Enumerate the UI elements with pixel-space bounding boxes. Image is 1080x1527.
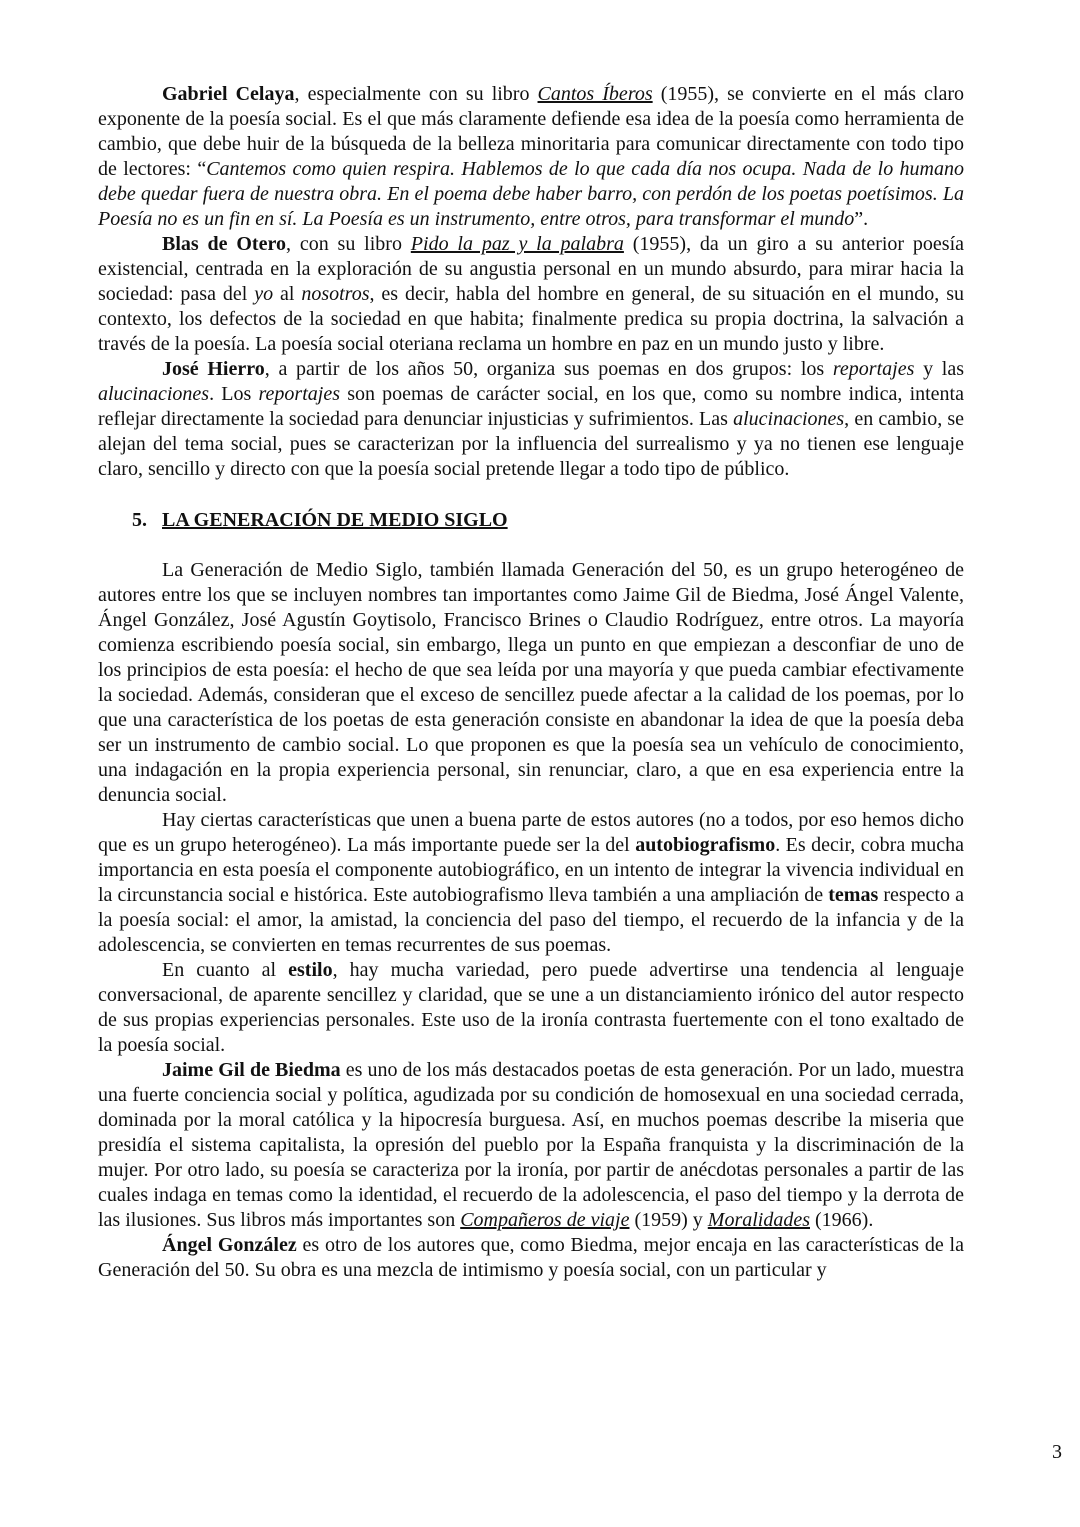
italic-text: reportajes xyxy=(832,358,915,380)
text-run: es otro de los autores que, como Biedma, mejor encaja en las características de la Generación del 50. Su obra es una mezcla de intimismo y poesía social, con un particular y xyxy=(98,1234,964,1281)
book-title: Compañeros de viaje xyxy=(460,1209,630,1231)
italic-text: yo xyxy=(254,283,274,305)
bold-text: Jaime Gil de Biedma xyxy=(162,1059,341,1081)
text-run: al xyxy=(273,283,302,305)
text-run: La Generación de Medio Siglo, también llamada Generación del 50, es un grupo heterogéneo de autores entre los que se incluyen nombres tan importantes como Jaime Gil de Biedma, José Ángel Valente, Ángel González, José Agustín Goytisolo, Francisco Brines o Claudio Rodríguez, entre otros. La mayoría comienza escribiendo poesía social, sin embargo, llega un punto en que empiezan a desconfiar de uno de los principios de esta poesía: el hecho de que sea leída por una mayoría y que pueda cambiar efectivamente la sociedad. Además, consideran que el exceso de sencillez puede afectar a la calidad de los poemas, por lo que una característica de los poetas de esta generación consiste en abandonar la idea de que la poesía deba ser un instrumento de cambio social. Lo que proponen es que la poesía sea un vehículo de conocimiento, una indagación en la propia experiencia personal, sin renunciar, claro, a que en esa experiencia entre la denuncia social. xyxy=(98,559,964,806)
paragraph-gonzalez xyxy=(98,1233,964,1283)
paragraph-hierro xyxy=(98,357,964,482)
text-run: , a partir de los años 50, organiza sus poemas en dos grupos: los xyxy=(264,358,833,380)
italic-text: Cantemos como quien respira. Hablemos de lo que cada día nos ocupa. Nada de lo humano debe quedar fuera de nuestra obra. En el poema debe haber barro, con perdón de los poetas poetísimos. La Poesía no es un fin en sí. La Poesía es un instrumento, entre otros, para transformar el mundo xyxy=(98,158,964,230)
section-heading xyxy=(98,508,964,533)
text-run: . Es decir, cobra mucha importancia en esta poesía el componente autobiográfico, en un intento de integrar la vivencia individual en la circunstancia social e histórica. Este autobiografismo lleva también a una ampliación de xyxy=(98,834,964,906)
text-run: , con su libro xyxy=(285,233,411,255)
book-title: Moralidades xyxy=(707,1209,810,1231)
paragraph-group-poesia-social xyxy=(98,82,964,482)
text-run: Hay ciertas características que unen a buena parte de estos autores (no a todos, por eso hemos dicho que es un grupo heterogéneo). La más importante puede ser la del xyxy=(98,809,964,856)
text-run: es uno de los más destacados poetas de esta generación. Por un lado, muestra una fuerte conciencia social y política, agudizada por su condición de homosexual en una sociedad cerrada, dominada por la moral católica y la hipocresía burguesa. Así, en muchos poemas describe la miseria que presidía el sistema capitalista, la opresión del pueblo por la España franquista y la discriminación de la mujer. Por otro lado, su poesía se caracteriza por la ironía, por partir de anécdotas personales a partir de las cuales indaga en temas como la identidad, el recuerdo de la adolescencia, el paso del tiempo y la derrota de las ilusiones. Sus libros más importantes son xyxy=(98,1059,964,1231)
text-run: respecto a la poesía social: el amor, la amistad, la conciencia del paso del tiempo, el recuerdo de la infancia y de la adolescencia, se convierten en temas recurrentes de sus poemas. xyxy=(98,884,964,956)
italic-text: alucinaciones xyxy=(733,408,845,430)
text-run: , es decir, habla del hombre en general, de su situación en el mundo, su contexto, los defectos de la sociedad en que habita; finalmente predica su propia doctrina, la salvación a través de la poesía. La poesía social oteriana reclama un hombre en paz en un mundo justo y libre. xyxy=(98,283,964,355)
bold-text: Gabriel Celaya xyxy=(162,83,295,105)
paragraph-group-medio-siglo xyxy=(98,558,964,1283)
text-run: , hay mucha variedad, pero puede advertirse una tendencia al lenguaje conversacional, de aparente sencillez y claridad, que se une a un distanciamiento irónico del autor respecto de sus propias experiencias personales. Este uso de la ironía contrasta fuertemente con el tono exaltado de la poesía social. xyxy=(98,959,964,1056)
document-page xyxy=(98,82,964,1283)
text-run: y las xyxy=(914,358,965,380)
bold-text: Blas de Otero xyxy=(162,233,286,255)
italic-text: alucinaciones xyxy=(98,383,210,405)
paragraph-intro xyxy=(98,558,964,808)
text-run: (1959) y xyxy=(629,1209,708,1231)
book-title: Cantos Íberos xyxy=(537,83,653,105)
text-run: , en cambio, se alejan del tema social, pues se caracterizan por la influencia del surrealismo y ya no tienen ese lenguaje claro, sencillo y directo con que la poesía social pretende llegar a todo tipo de público. xyxy=(98,408,965,480)
section-title: LA GENERACIÓN DE MEDIO SIGLO xyxy=(162,509,508,531)
bold-text: autobiografismo xyxy=(635,834,776,856)
bold-text: Ángel González xyxy=(162,1234,297,1256)
bold-text: temas xyxy=(828,884,879,906)
page-number: 3 xyxy=(1052,1441,1062,1463)
text-run: . Los xyxy=(209,383,259,405)
paragraph-caracteristicas xyxy=(98,808,964,958)
italic-text: reportajes xyxy=(258,383,340,405)
section-number: 5. xyxy=(132,509,147,531)
text-run: , especialmente con su libro xyxy=(294,83,538,105)
text-run: En cuanto al xyxy=(162,959,289,981)
book-title: Pido la paz y la palabra xyxy=(410,233,624,255)
text-run: (1955), da un giro a su anterior poesía existencial, centrada en la exploración de su angustia personal en un mundo absurdo, para mirar hacia la sociedad: pasa del xyxy=(98,233,965,305)
paragraph-estilo xyxy=(98,958,964,1058)
paragraph-biedma xyxy=(98,1058,964,1233)
bold-text: estilo xyxy=(288,959,333,981)
text-run: son poemas de carácter social, en los que, como su nombre indica, intenta reflejar directamente la sociedad para denunciar injusticias y sufrimientos. Las xyxy=(98,383,964,430)
bold-text: José Hierro xyxy=(162,358,265,380)
italic-text: nosotros xyxy=(301,283,370,305)
text-run: (1966). xyxy=(810,1209,874,1231)
paragraph-celaya xyxy=(98,82,964,232)
paragraph-otero xyxy=(98,232,964,357)
text-run: (1955), se convierte en el más claro exponente de la poesía social. Es el que más claramente defiende esa idea de la poesía como herramienta de cambio, que debe huir de la búsqueda de la belleza minoritaria para comunicar directamente con todo tipo de lectores: “ xyxy=(98,83,964,180)
text-run: ”. xyxy=(854,208,869,230)
